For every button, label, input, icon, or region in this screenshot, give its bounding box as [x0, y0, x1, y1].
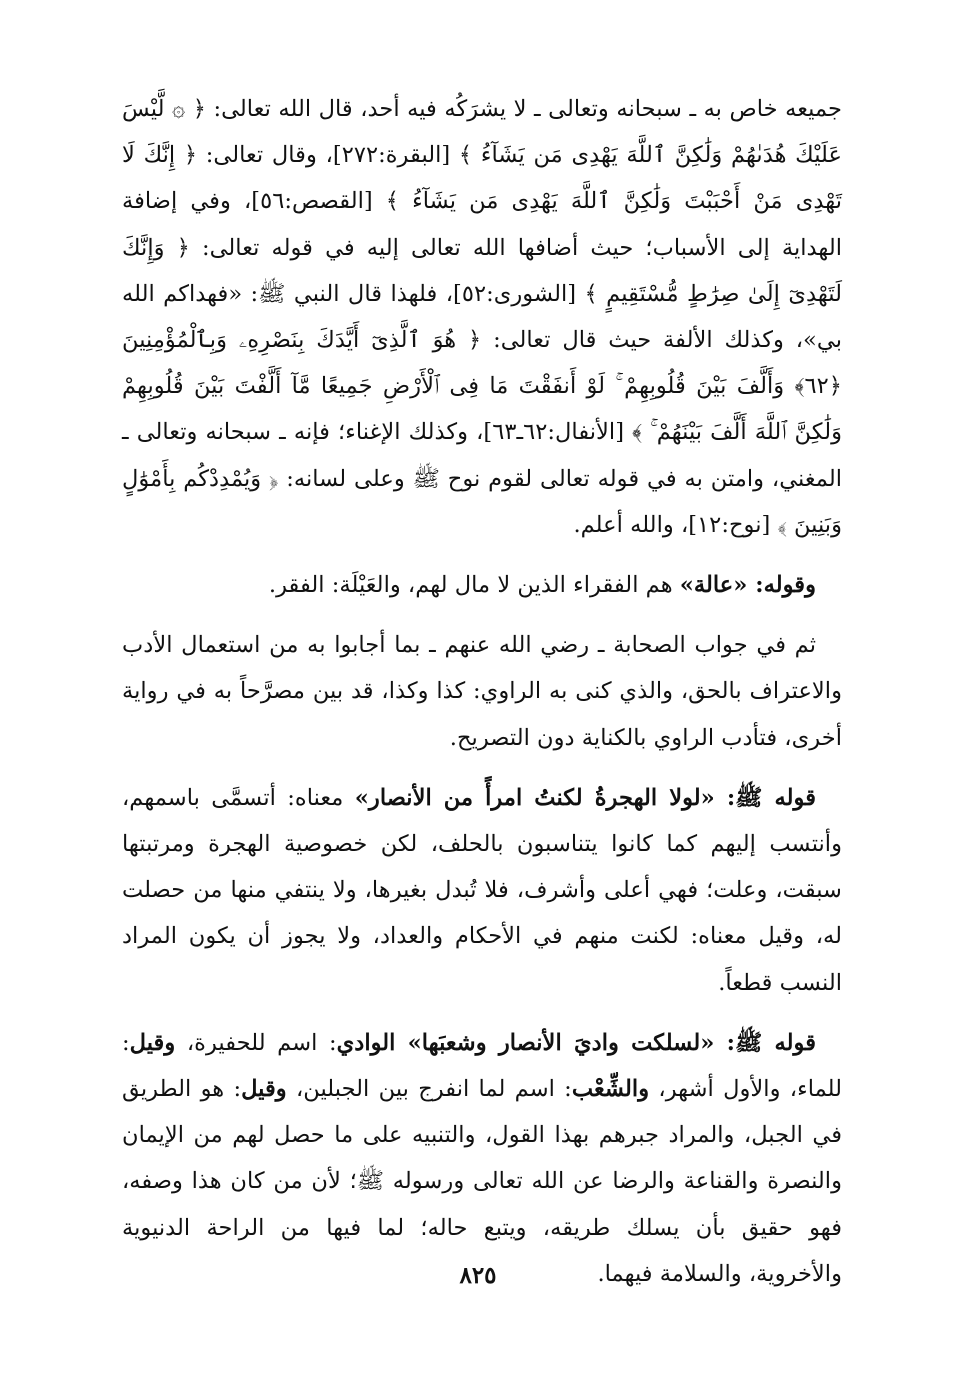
paragraph-companions-answer: [122, 622, 842, 761]
paragraph-hijra-hadith: [122, 775, 842, 1006]
term-qil: وقيل: [241, 1076, 287, 1103]
paragraph-valley-hadith: [122, 1020, 842, 1297]
paragraph-text: : اسم للحفيرة،: [175, 1029, 337, 1056]
term-qil: وقيل: [129, 1029, 176, 1056]
paragraph-lead: قوله ﷺ: «لولا الهجرةُ لكنتُ امرأً من الأنصار»: [354, 784, 816, 811]
paragraph-lead: قوله ﷺ: «لسلكت واديَ الأنصار وشعبَها» الوادي: [336, 1029, 816, 1056]
paragraph-ala-definition: [122, 562, 842, 608]
page-body: [122, 86, 842, 1297]
paragraph-quran-commentary: [122, 86, 842, 548]
paragraph-lead: وقوله: «عالة»: [679, 572, 816, 599]
paragraph-text: : هو الطريق في الجبل، والمراد جبرهم بهذا القول، والتنبيه على ما حصل لهم من الإيمان والنصرة والقناعة والرضا عن الله تعالى ورسوله ﷺ؛ لأن من كان هذا وصفه، فهو حقيق بأن يسلك طريقه، ويتبع حاله؛ لما فيها من الراحة الدنيوية والأخروية، والسلامة فيهما.: [122, 1076, 842, 1287]
paragraph-text: : للماء، والأول أشهر،: [122, 1029, 843, 1103]
paragraph-text: جميعه خاص به ـ سبحانه وتعالى ـ لا يشرَكُه فيه أحد، قال الله تعالى: ﴿ ۞ لَّيْسَ عَلَيْكَ هُدَىٰهُمْ وَلَٰكِنَّ ٱللَّهَ يَهْدِى مَن يَشَآءُ ﴾ [البقرة:٢٧٢]، وقال تعالى: ﴿ إِنَّكَ لَا تَهْدِى مَنْ أَحْبَبْتَ وَلَٰكِنَّ ٱللَّهَ يَهْدِى مَن يَشَآءُ ﴾ [القصص:٥٦]، وفي إضافة الهداية إلى الأسباب؛ حيث أضافها الله تعالى إليه في قوله تعالى: ﴿ وَإِنَّكَ لَتَهْدِىٓ إِلَىٰ صِرَٰطٍ مُّسْتَقِيمٍ ﴾ [الشورى:٥٢]، فلهذا قال النبي ﷺ: «فهداكم الله بي»، وكذلك الألفة حيث قال تعالى: ﴿ هُوَ ٱلَّذِىٓ أَيَّدَكَ بِنَصْرِهِۦ وَبِٱلْمُؤْمِنِينَ ﴿٦٢﴾ وَأَلَّفَ بَيْنَ قُلُوبِهِمْ ۚ لَوْ أَنفَقْتَ مَا فِى ٱلْأَرْضِ جَمِيعًا مَّآ أَلَّفْتَ بَيْنَ قُلُوبِهِمْ وَلَٰكِنَّ ٱللَّهَ أَلَّفَ بَيْنَهُمْ ۚ ﴾ [الأنفال:٦٢ـ٦٣]، وكذلك الإغناء؛ فإنه ـ سبحانه وتعالى ـ المغني، وامتن به في قوله تعالى لقوم نوح ﷺ وعلى لسانه: ﴿ وَيُمْدِدْكُم بِأَمْوَٰلٍ وَبَنِينَ ﴾ [نوح:١٢]، والله أعلم.: [122, 96, 842, 538]
paragraph-text: هم الفقراء الذين لا مال لهم، والعَيْلَة: الفقر.: [268, 572, 680, 599]
page-number: ٨٢٥: [459, 1262, 497, 1289]
paragraph-text: ثم في جواب الصحابة ـ رضي الله عنهم ـ بما أجابوا به من استعمال الأدب والاعتراف بالحق، والذي كنى به الراوي: كذا وكذا، قد بين مصرَّحاً به في رواية أخرى، فتأدب الراوي بالكناية دون التصريح.: [122, 632, 842, 751]
paragraph-text: : اسم لما انفرج بين الجبلين،: [286, 1076, 572, 1103]
term-shib: والشِّعْب: [571, 1076, 650, 1103]
paragraph-text: معناه: أتسمَّى باسمهم، وأنتسب إليهم كما كانوا يتناسبون بالحلف، لكن خصوصية الهجرة ومرتبتها سبقت، وعلت؛ فهي أعلى وأشرف، فلا تُبدل بغيرها، ولا ينتفي منها من حصلت له، وقيل معناه: لكنت منهم في الأحكام والعداد، ولا يجوز أن يكون المراد النسب قطعاً.: [122, 784, 842, 996]
